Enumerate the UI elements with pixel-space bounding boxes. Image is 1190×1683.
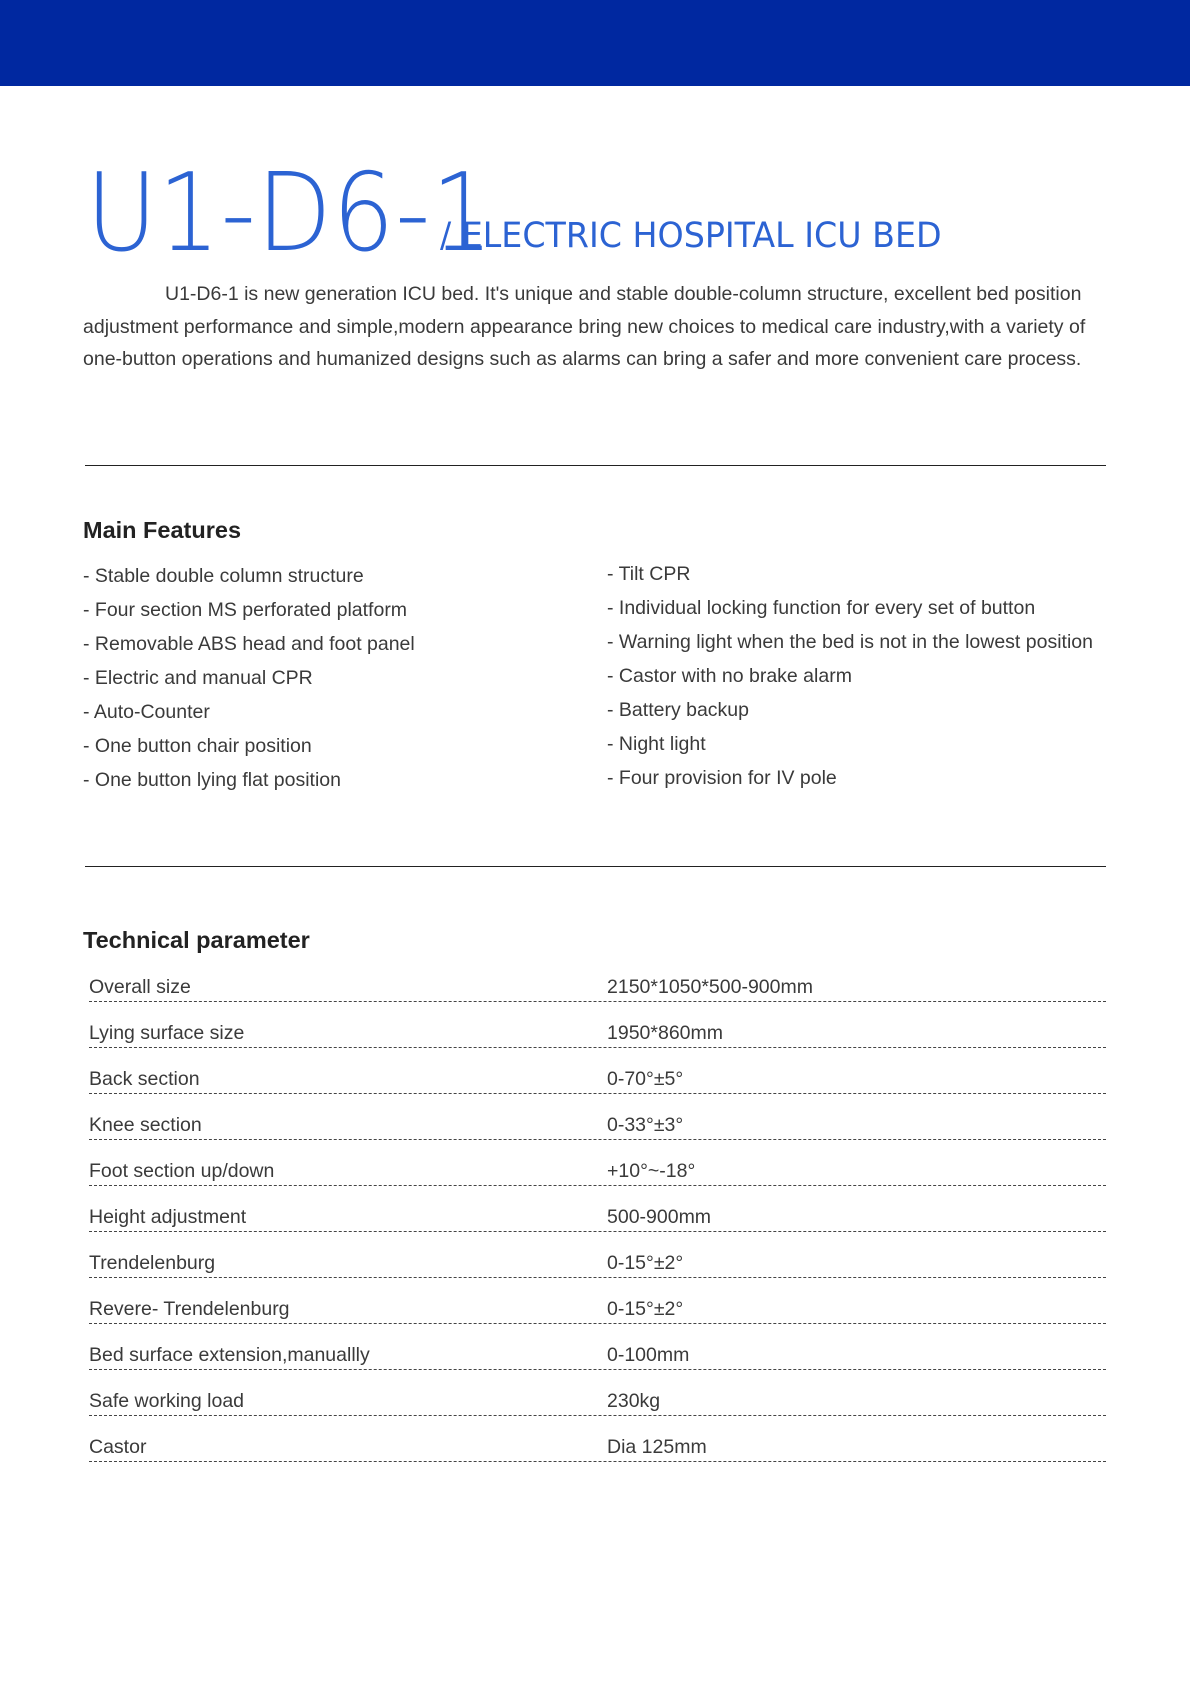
param-value: 0-15°±2° <box>607 1252 684 1274</box>
feature-item: - One button lying flat position <box>83 763 415 797</box>
feature-item: - Stable double column structure <box>83 559 415 593</box>
param-label: Lying surface size <box>89 1022 245 1044</box>
section-divider <box>85 465 1106 466</box>
param-row <box>89 1338 1106 1384</box>
param-value: 500-900mm <box>607 1206 712 1228</box>
param-row <box>89 1292 1106 1338</box>
param-row <box>89 1108 1106 1154</box>
technical-parameter-heading: Technical parameter <box>83 927 310 953</box>
technical-parameter-table <box>89 970 1106 1476</box>
param-row <box>89 1016 1106 1062</box>
feature-item: - Battery backup <box>607 693 1093 727</box>
param-label: Trendelenburg <box>89 1252 216 1274</box>
param-value: Dia 125mm <box>607 1436 707 1458</box>
param-label: Knee section <box>89 1114 202 1136</box>
intro-paragraph: U1-D6-1 is new generation ICU bed. It's unique and stable double-column structure, excellent bed position adjustment performance and simple,modern appearance bring new choices to medical care industry,with a variety of one-button operations and humanized designs such as alarms can bring a safer and more convenient care process. <box>83 283 1086 370</box>
feature-item: - Night light <box>607 727 1093 761</box>
feature-item: - Individual locking function for every set of button <box>607 591 1093 625</box>
features-list-left <box>83 559 415 797</box>
param-value: 0-100mm <box>607 1344 690 1366</box>
param-value: 0-15°±2° <box>607 1298 684 1320</box>
feature-item: - Electric and manual CPR <box>83 661 415 695</box>
feature-item: - Removable ABS head and foot panel <box>83 627 415 661</box>
param-label: Bed surface extension,manuallly <box>89 1344 370 1366</box>
param-value: 2150*1050*500-900mm <box>607 976 813 998</box>
features-list-right <box>607 557 1093 795</box>
param-value: 0-70°±5° <box>607 1068 684 1090</box>
param-value: 0-33°±3° <box>607 1114 684 1136</box>
param-value: 1950*860mm <box>607 1022 723 1044</box>
param-row <box>89 1246 1106 1292</box>
feature-item: - Four provision for IV pole <box>607 761 1093 795</box>
model-title: U1-D6-1 <box>86 151 494 276</box>
param-label: Safe working load <box>89 1390 245 1412</box>
param-row <box>89 1384 1106 1430</box>
param-row <box>89 1062 1106 1108</box>
feature-item: - Warning light when the bed is not in the lowest position <box>607 625 1093 659</box>
param-label: Height adjustment <box>89 1206 247 1228</box>
top-banner <box>0 0 1190 86</box>
feature-item: - One button chair position <box>83 729 415 763</box>
param-label: Foot section up/down <box>89 1160 275 1182</box>
main-features-heading: Main Features <box>83 517 242 543</box>
param-row <box>89 970 1106 1016</box>
param-label: Overall size <box>89 976 191 998</box>
param-value: +10°~-18° <box>607 1160 696 1182</box>
param-value: 230kg <box>607 1390 661 1412</box>
param-row <box>89 1430 1106 1476</box>
param-label: Revere- Trendelenburg <box>89 1298 290 1320</box>
feature-item: - Castor with no brake alarm <box>607 659 1093 693</box>
param-row <box>89 1200 1106 1246</box>
product-subtitle: / ELECTRIC HOSPITAL ICU BED <box>440 216 942 256</box>
feature-item: - Four section MS perforated platform <box>83 593 415 627</box>
feature-item: - Auto-Counter <box>83 695 415 729</box>
param-label: Back section <box>89 1068 200 1090</box>
section-divider <box>85 866 1106 867</box>
feature-item: - Tilt CPR <box>607 557 1093 591</box>
param-label: Castor <box>89 1436 147 1458</box>
param-row <box>89 1154 1106 1200</box>
